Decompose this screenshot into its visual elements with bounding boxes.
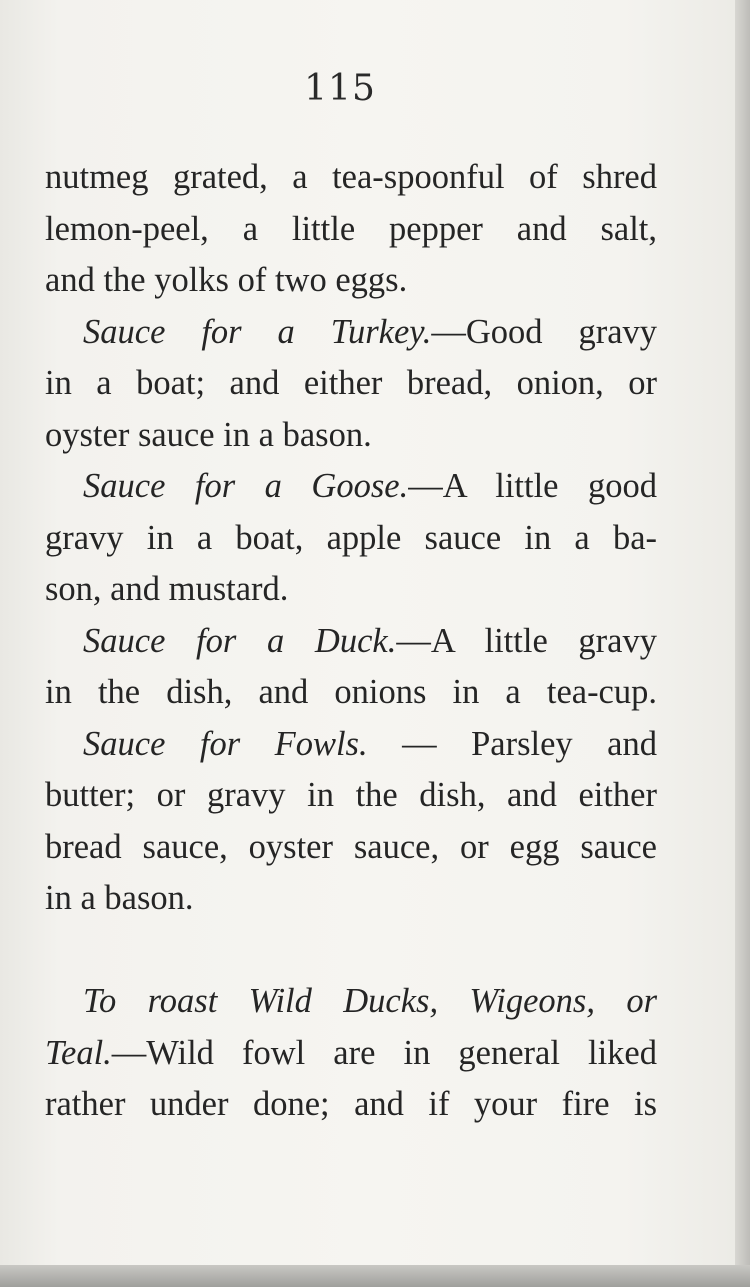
text-line: oyster sauce in a bason. <box>45 415 372 454</box>
page-edge-bottom <box>0 1265 750 1287</box>
page-number: 115 <box>304 68 376 109</box>
text-line: gravy in a boat, apple sauce in a ba- <box>45 518 657 557</box>
text-line: in a boat; and either bread, onion, or <box>45 364 657 402</box>
sauce-fowls-title: Sauce for Fowls. <box>83 724 368 763</box>
text-line: rather under done; and if your fire is <box>45 1085 657 1123</box>
sauce-duck-title: Sauce for a Duck. <box>83 621 397 660</box>
sauce-goose-title: Sauce for a Goose. <box>83 467 409 505</box>
wild-ducks-heading-line <box>45 976 657 1028</box>
page-edge-right <box>735 0 750 1287</box>
text-line: Teal.—Wild fowl are in general liked <box>45 1033 657 1072</box>
sauce-turkey-title: Sauce for a Turkey. <box>83 312 432 351</box>
page-text <box>45 152 657 1131</box>
sauce-goose-heading-line: Sauce for a Goose.—A little good <box>83 467 657 505</box>
teal-title: Teal. <box>45 1033 112 1072</box>
text-line: butter; or gravy in the dish, and either <box>45 776 657 814</box>
text-line: lemon-peel, a little pepper and salt, <box>45 209 657 248</box>
text-line: in a bason. <box>45 879 194 917</box>
text-line: son, and mustard. <box>45 570 289 608</box>
text-line: nutmeg grated, a tea-spoonful of shred <box>45 158 657 196</box>
text-line: in the dish, and onions in a tea-cup. <box>45 673 657 711</box>
text-line: and the yolks of two eggs. <box>45 261 408 299</box>
sauce-duck-heading-line: Sauce for a Duck.—A little gravy <box>83 621 657 660</box>
text-line: bread sauce, oyster sauce, or egg sauce <box>45 827 657 866</box>
sauce-turkey-heading-line: Sauce for a Turkey.—Good gravy <box>83 312 658 351</box>
section-gap <box>45 925 657 977</box>
sauce-fowls-heading-line: Sauce for Fowls. — Parsley and <box>83 724 657 763</box>
wild-ducks-title: To roast Wild Ducks, Wigeons, or <box>83 982 657 1020</box>
